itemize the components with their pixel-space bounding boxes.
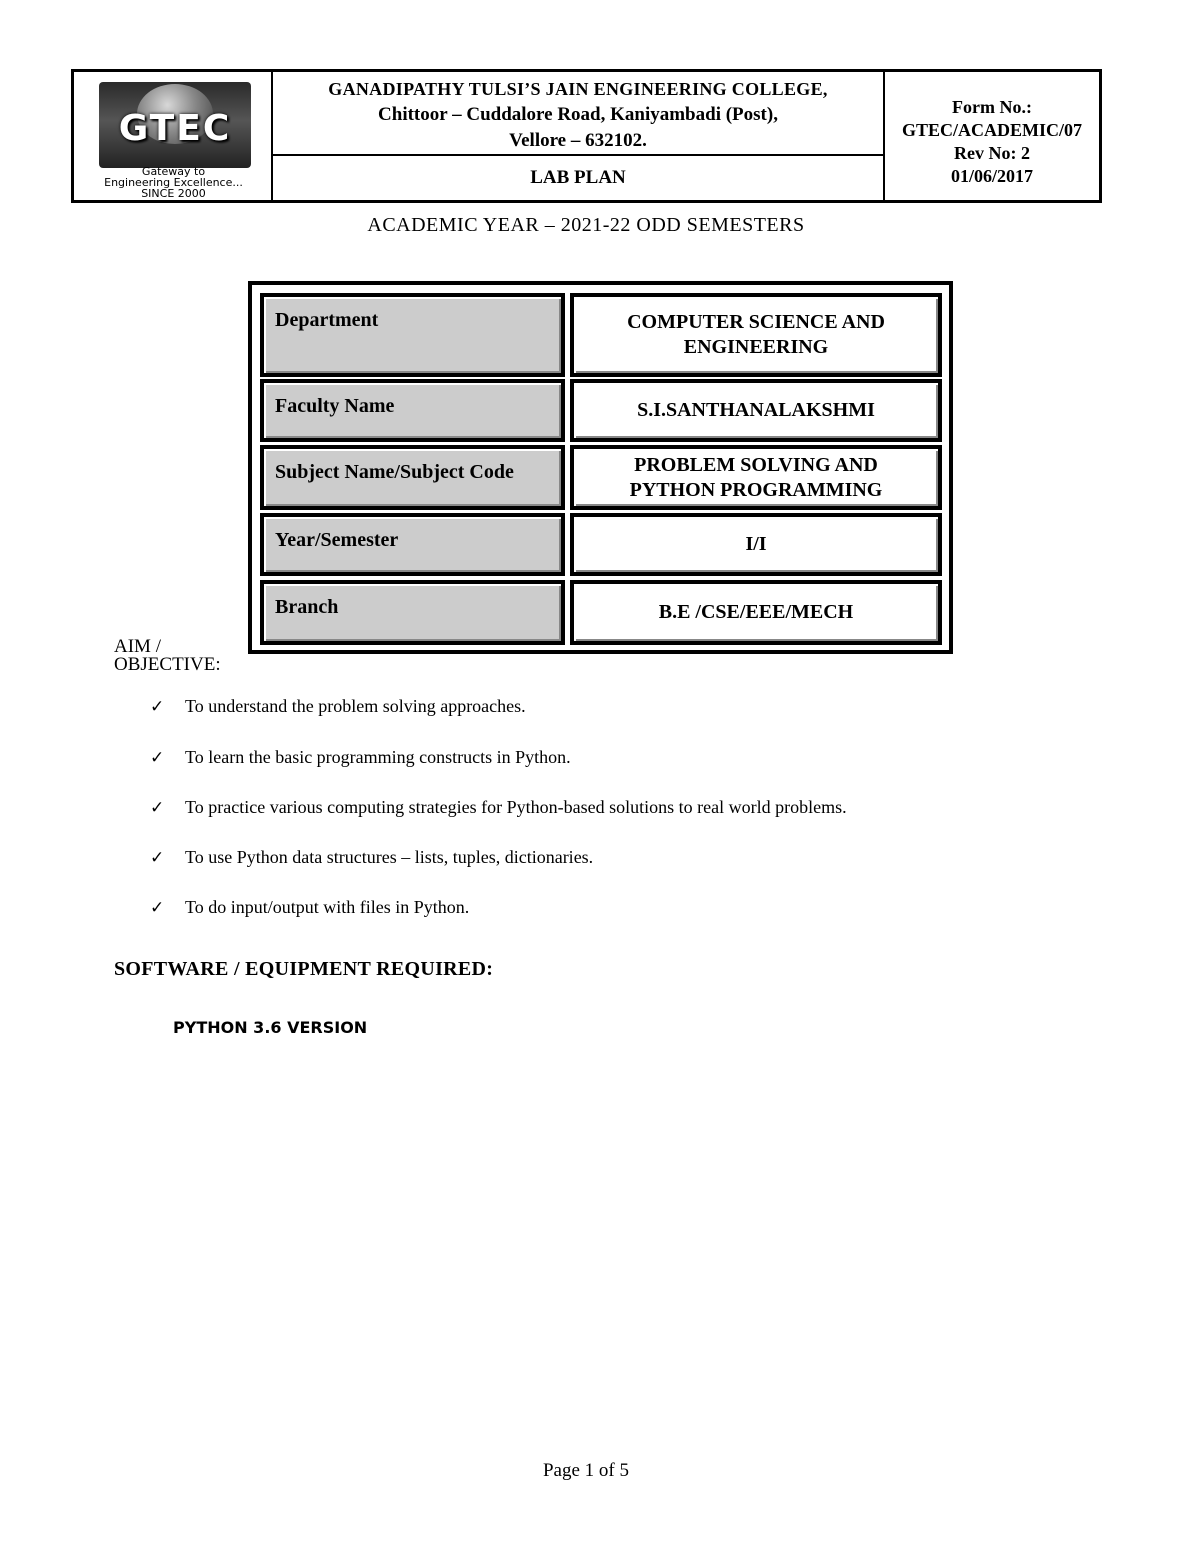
table-row-value	[570, 513, 942, 576]
list-item	[150, 797, 847, 818]
objective-text: To do input/output with files in Python.	[185, 897, 470, 917]
college-title-cell	[273, 72, 885, 156]
objective-text: To use Python data structures – lists, tuples, dictionaries.	[185, 847, 594, 867]
rev-no: Rev No: 2	[954, 143, 1030, 163]
document-header	[71, 69, 1102, 203]
subject-value-line-2: PYTHON PROGRAMMING	[629, 478, 883, 501]
academic-year-heading: ACADEMIC YEAR – 2021-22 ODD SEMESTERS	[367, 214, 805, 236]
check-icon: ✓	[150, 697, 165, 717]
subject-value-line-1: PROBLEM SOLVING AND	[634, 453, 878, 476]
aim-objective-label	[114, 638, 221, 674]
logo-text: GTEC	[118, 108, 232, 149]
check-icon: ✓	[150, 848, 165, 868]
list-item	[150, 897, 469, 918]
faculty-name-value: S.I.SANTHANALAKSHMI	[637, 399, 875, 421]
form-no-label: Form No.:	[952, 97, 1032, 117]
document-type: LAB PLAN	[273, 156, 885, 200]
objective-text: To understand the problem solving approaches.	[185, 696, 526, 716]
table-row-label: Faculty Name	[260, 379, 565, 442]
objective-text: To learn the basic programming constructs in Python.	[185, 747, 571, 767]
year-semester-value: I/I	[745, 533, 767, 555]
college-address-line-1: Chittoor – Cuddalore Road, Kaniyambadi (Post),	[378, 104, 778, 125]
table-row-value	[570, 580, 942, 645]
software-item: PYTHON 3.6 VERSION	[173, 1018, 368, 1037]
form-date: 01/06/2017	[950, 166, 1033, 186]
list-item	[150, 696, 526, 717]
list-item	[150, 747, 571, 768]
college-logo	[99, 82, 251, 168]
table-row-label: Subject Name/Subject Code	[260, 445, 565, 510]
aim-label-line-2: OBJECTIVE:	[114, 654, 221, 675]
table-row-label: Department	[260, 293, 565, 377]
list-item	[150, 847, 593, 868]
logo-tagline-2: Engineering Excellence...	[104, 176, 243, 189]
aim-label-line-1: AIM /	[114, 636, 161, 657]
department-value-line-1: COMPUTER SCIENCE AND	[627, 311, 885, 333]
logo-cell	[74, 72, 273, 200]
form-info-cell	[885, 72, 1099, 200]
table-row-label: Year/Semester	[260, 513, 565, 576]
page-number: Page 1 of 5	[542, 1460, 629, 1481]
check-icon: ✓	[150, 798, 165, 818]
table-row-value	[570, 379, 942, 442]
check-icon: ✓	[150, 898, 165, 918]
form-no: GTEC/ACADEMIC/07	[901, 120, 1082, 140]
check-icon: ✓	[150, 748, 165, 768]
table-row-value	[570, 293, 942, 377]
software-heading: SOFTWARE / EQUIPMENT REQUIRED:	[114, 958, 494, 980]
branch-value: B.E /CSE/EEE/MECH	[658, 601, 854, 623]
objective-text: To practice various computing strategies for Python-based solutions to real world problems.	[185, 797, 847, 817]
logo-tagline-3: SINCE 2000	[141, 187, 206, 200]
course-info-table	[248, 281, 953, 654]
department-value-line-2: ENGINEERING	[683, 336, 829, 358]
college-name: GANADIPATHY TULSI’S JAIN ENGINEERING COLLEGE,	[328, 79, 828, 99]
table-row-label: Branch	[260, 580, 565, 645]
logo-tagline-1: Gateway to	[141, 165, 206, 178]
college-address-line-2: Vellore – 632102.	[509, 130, 647, 151]
table-row-value	[570, 445, 942, 510]
